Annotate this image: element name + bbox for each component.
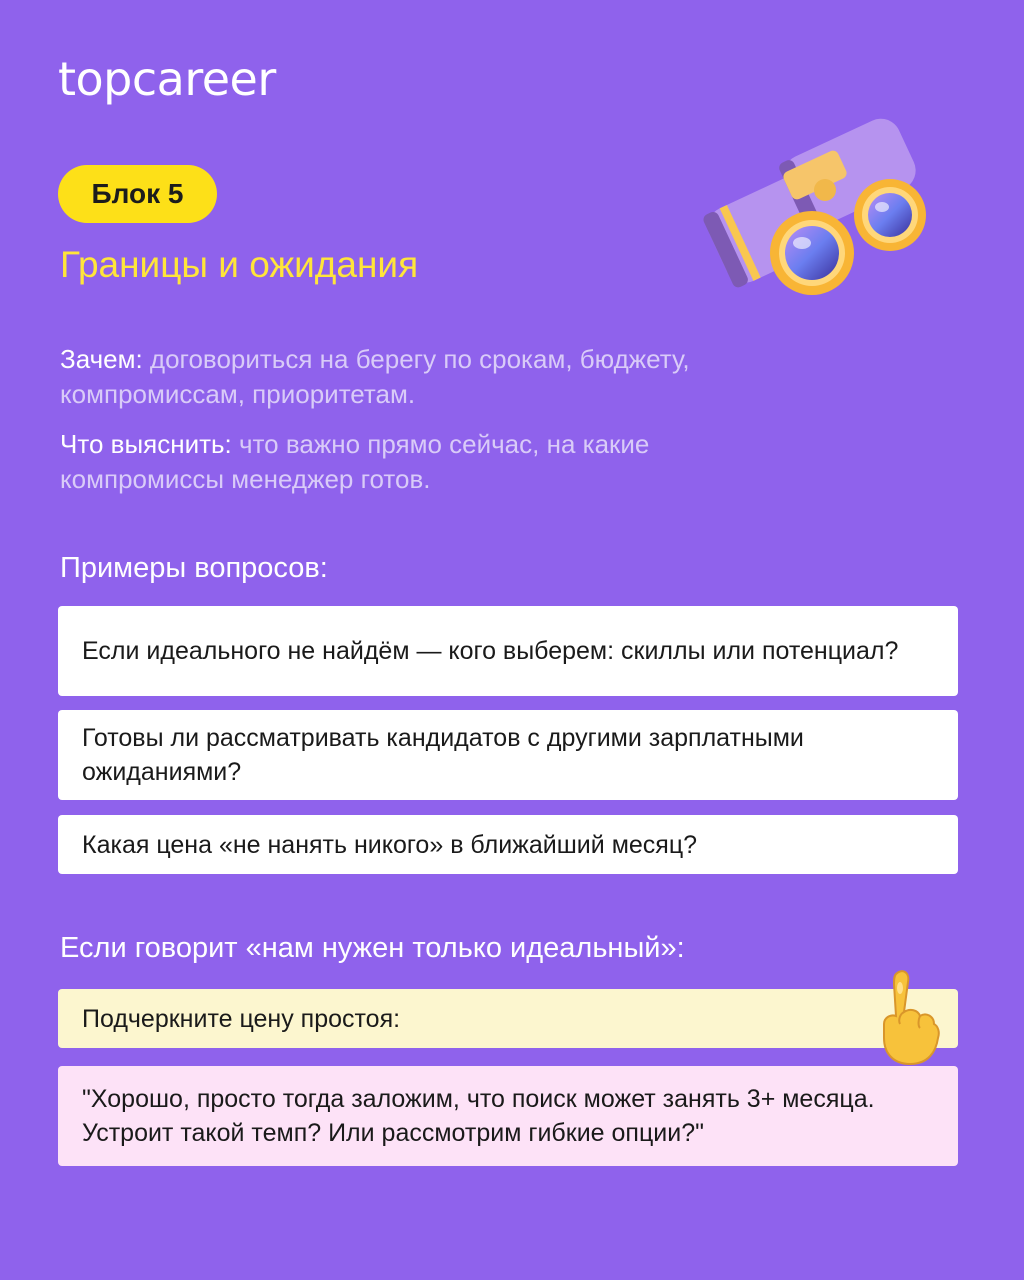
- clarify-value: что важно прямо сейчас, на какие компромиссы менеджер готов.: [60, 429, 650, 494]
- question-text: Какая цена «не нанять никого» в ближайший месяц?: [82, 830, 698, 859]
- block-title: Границы и ожидания: [60, 244, 419, 285]
- question-card: [58, 606, 958, 696]
- pointing-hand-icon: [866, 968, 946, 1068]
- purpose-value: договориться на берегу по срокам, бюджету, компромиссам, приоритетам.: [60, 344, 690, 409]
- question-text: Если идеального не найдём — кого выберем: скиллы или потенциал?: [82, 637, 899, 665]
- quote-card: [58, 1066, 958, 1166]
- clarify-label: Что выяснить:: [60, 429, 232, 459]
- quote-text: "Хорошо, просто тогда заложим, что поиск может занять 3+ месяца. Устроит такой темп? Или рассмотрим гибкие опции?": [82, 1085, 875, 1147]
- question-card: [58, 710, 958, 800]
- objection-heading: Если говорит «нам нужен только идеальный»:: [60, 932, 685, 964]
- question-text: Готовы ли рассматривать кандидатов с другими зарплатными ожиданиями?: [82, 724, 804, 786]
- purpose-text: [60, 342, 780, 412]
- binoculars-icon: [690, 105, 940, 305]
- purpose-label: Зачем:: [60, 344, 143, 374]
- topcareer-logo: topcareer: [58, 52, 276, 106]
- tip-text: Подчеркните цену простоя:: [82, 1004, 401, 1033]
- block-badge: Блок 5: [58, 165, 217, 223]
- question-card: [58, 815, 958, 874]
- tip-card: [58, 989, 958, 1048]
- examples-heading: Примеры вопросов:: [60, 552, 328, 584]
- clarify-text: [60, 427, 780, 497]
